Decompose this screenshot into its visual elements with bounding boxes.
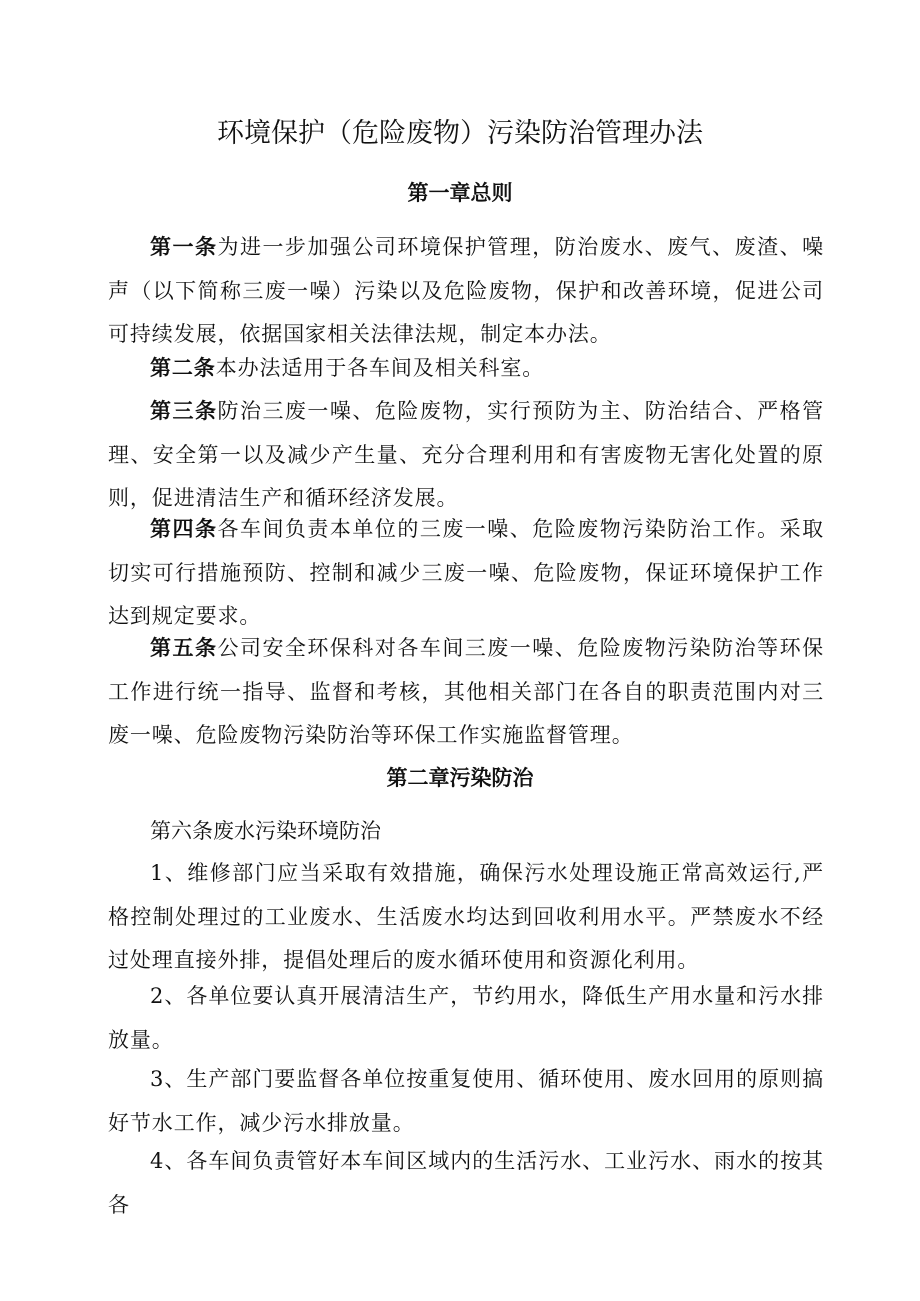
article-5-label: 第五条 — [150, 635, 218, 660]
list-item: 1、维修部门应当采取有效措施，确保污水处理设施正常高效运行,严格控制处理过的工业废水、生活废水均达到回收利用水平。严禁废水不经过处理直接外排，提倡处理后的废水循环使用和资源化利用。 — [108, 861, 824, 972]
article-3-label: 第三条 — [150, 398, 218, 423]
list-item: 3、生产部门要监督各单位按重复使用、循环使用、废水回用的原则搞好节水工作，减少污水排放量。 — [108, 1067, 824, 1135]
article-1-label: 第一条 — [150, 234, 218, 259]
article-3 — [108, 389, 824, 521]
document-title: 环境保护（危险废物）污染防治管理办法 — [217, 118, 703, 149]
article-6-heading: 第六条废水污染环境防治 — [150, 819, 381, 843]
article-4-text: 各车间负责本单位的三废一噪、危险废物污染防治工作。采取切实可行措施预防、控制和减少三废一噪、危险废物，保证环境保护工作达到规定要求。 — [108, 517, 824, 628]
article-2 — [108, 346, 824, 391]
chapter-1-heading: 第一章总则 — [407, 180, 513, 205]
chapter-2-heading: 第二章污染防治 — [386, 765, 534, 790]
list-item: 4、各车间负责管好本车间区域内的生活污水、工业污水、雨水的按其各 — [108, 1149, 824, 1217]
article-3-text: 防治三废一噪、危险废物，实行预防为主、防治结合、严格管理、安全第一以及减少产生量、充分合理利用和有害废物无害化处置的原则，促进清洁生产和循环经济发展。 — [108, 399, 824, 510]
article-2-label: 第二条 — [150, 355, 216, 380]
article-4 — [108, 507, 824, 639]
article-1-text: 为进一步加强公司环境保护管理，防治废水、废气、废渣、噪声（以下简称三废一噪）污染以及危险废物，保护和改善环境，促进公司可持续发展，依据国家相关法律法规，制定本办法。 — [108, 235, 824, 346]
article-5 — [108, 626, 824, 758]
article-4-label: 第四条 — [150, 516, 218, 541]
article-1 — [108, 225, 824, 357]
article-2-text: 本办法适用于各车间及相关科室。 — [215, 356, 545, 380]
article-5-text: 公司安全环保科对各车间三废一噪、危险废物污染防治等环保工作进行统一指导、监督和考核，其他相关部门在各自的职责范围内对三废一噪、危险废物污染防治等环保工作实施监督管理。 — [108, 636, 824, 747]
list-item: 2、各单位要认真开展清洁生产，节约用水，降低生产用水量和污水排放量。 — [108, 984, 824, 1052]
